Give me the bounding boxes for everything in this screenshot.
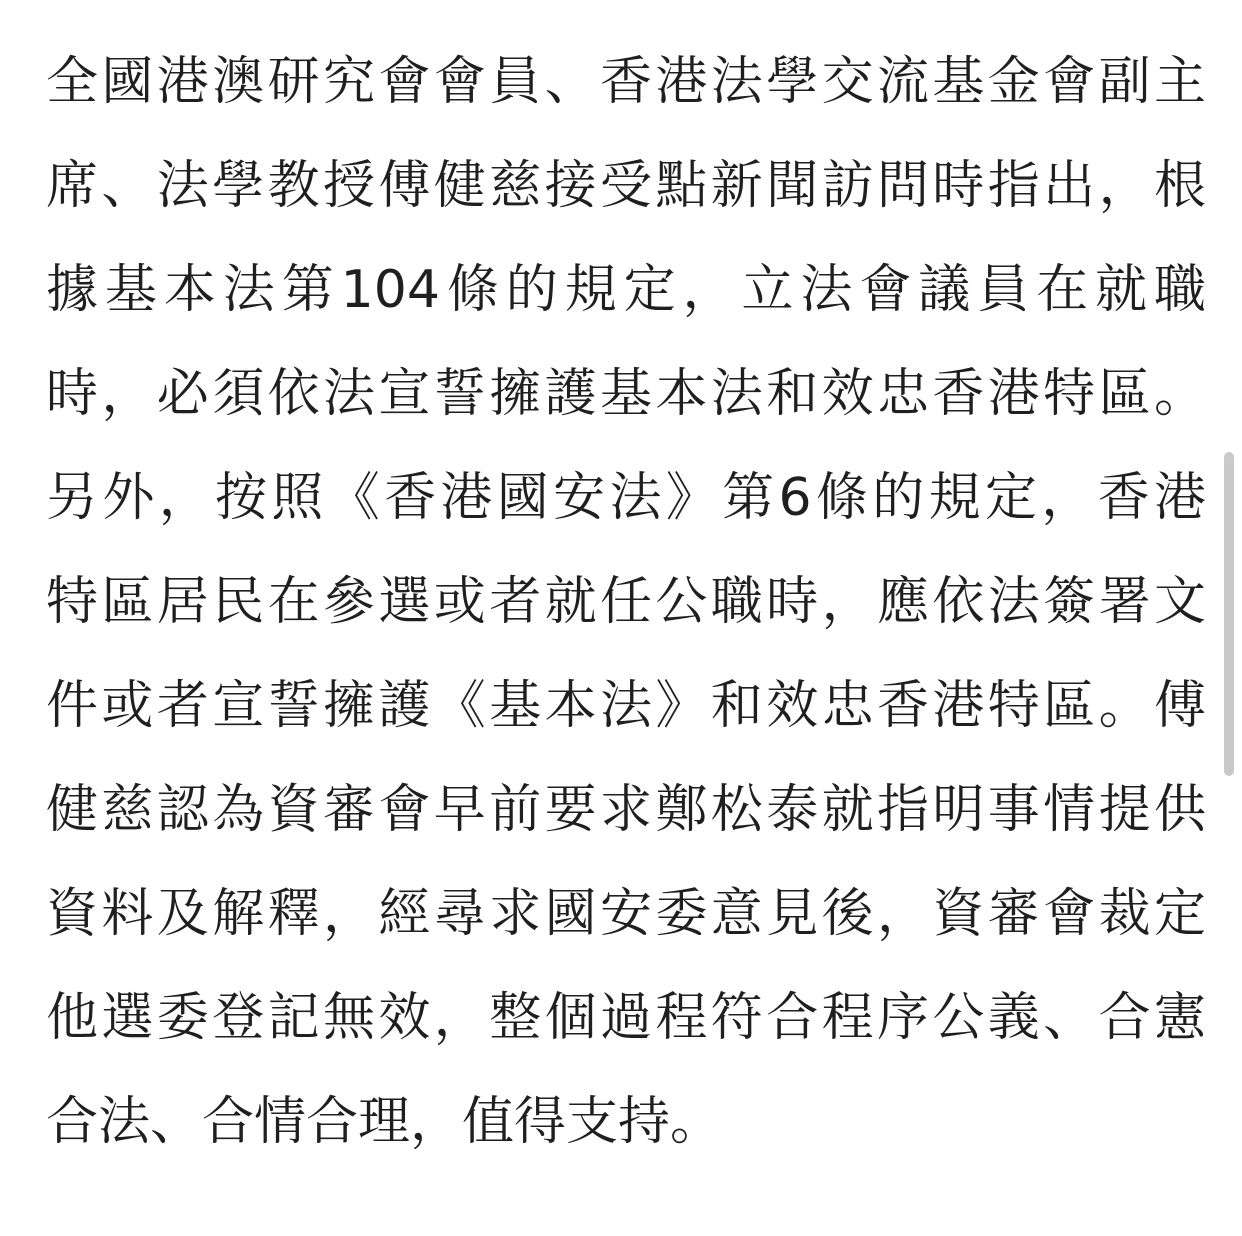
article-line: 資料及解釋，經尋求國安委意見後，資審會裁定	[46, 884, 1206, 944]
article-line: 健慈認為資審會早前要求鄭松泰就指明事情提供	[46, 780, 1206, 840]
article-line: 件或者宣誓擁護《基本法》和效忠香港特區。傅	[46, 676, 1206, 736]
scrollbar-thumb[interactable]	[1224, 452, 1234, 776]
article-line: 全國港澳研究會會員、香港法學交流基金會副主	[46, 52, 1206, 112]
article-body	[46, 30, 1206, 1174]
article-line: 特區居民在參選或者就任公職時，應依法簽署文	[46, 572, 1206, 632]
article-line: 他選委登記無效，整個過程符合程序公義、合憲	[46, 988, 1206, 1048]
article-line: 據基本法第104條的規定，立法會議員在就職	[46, 260, 1206, 320]
article-line: 時，必須依法宣誓擁護基本法和效忠香港特區。	[46, 364, 1206, 424]
article-line: 席、法學教授傅健慈接受點新聞訪問時指出，根	[46, 156, 1206, 216]
article-line: 合法、合情合理，值得支持。	[46, 1092, 723, 1152]
article-line: 另外，按照《香港國安法》第6條的規定，香港	[46, 468, 1206, 528]
